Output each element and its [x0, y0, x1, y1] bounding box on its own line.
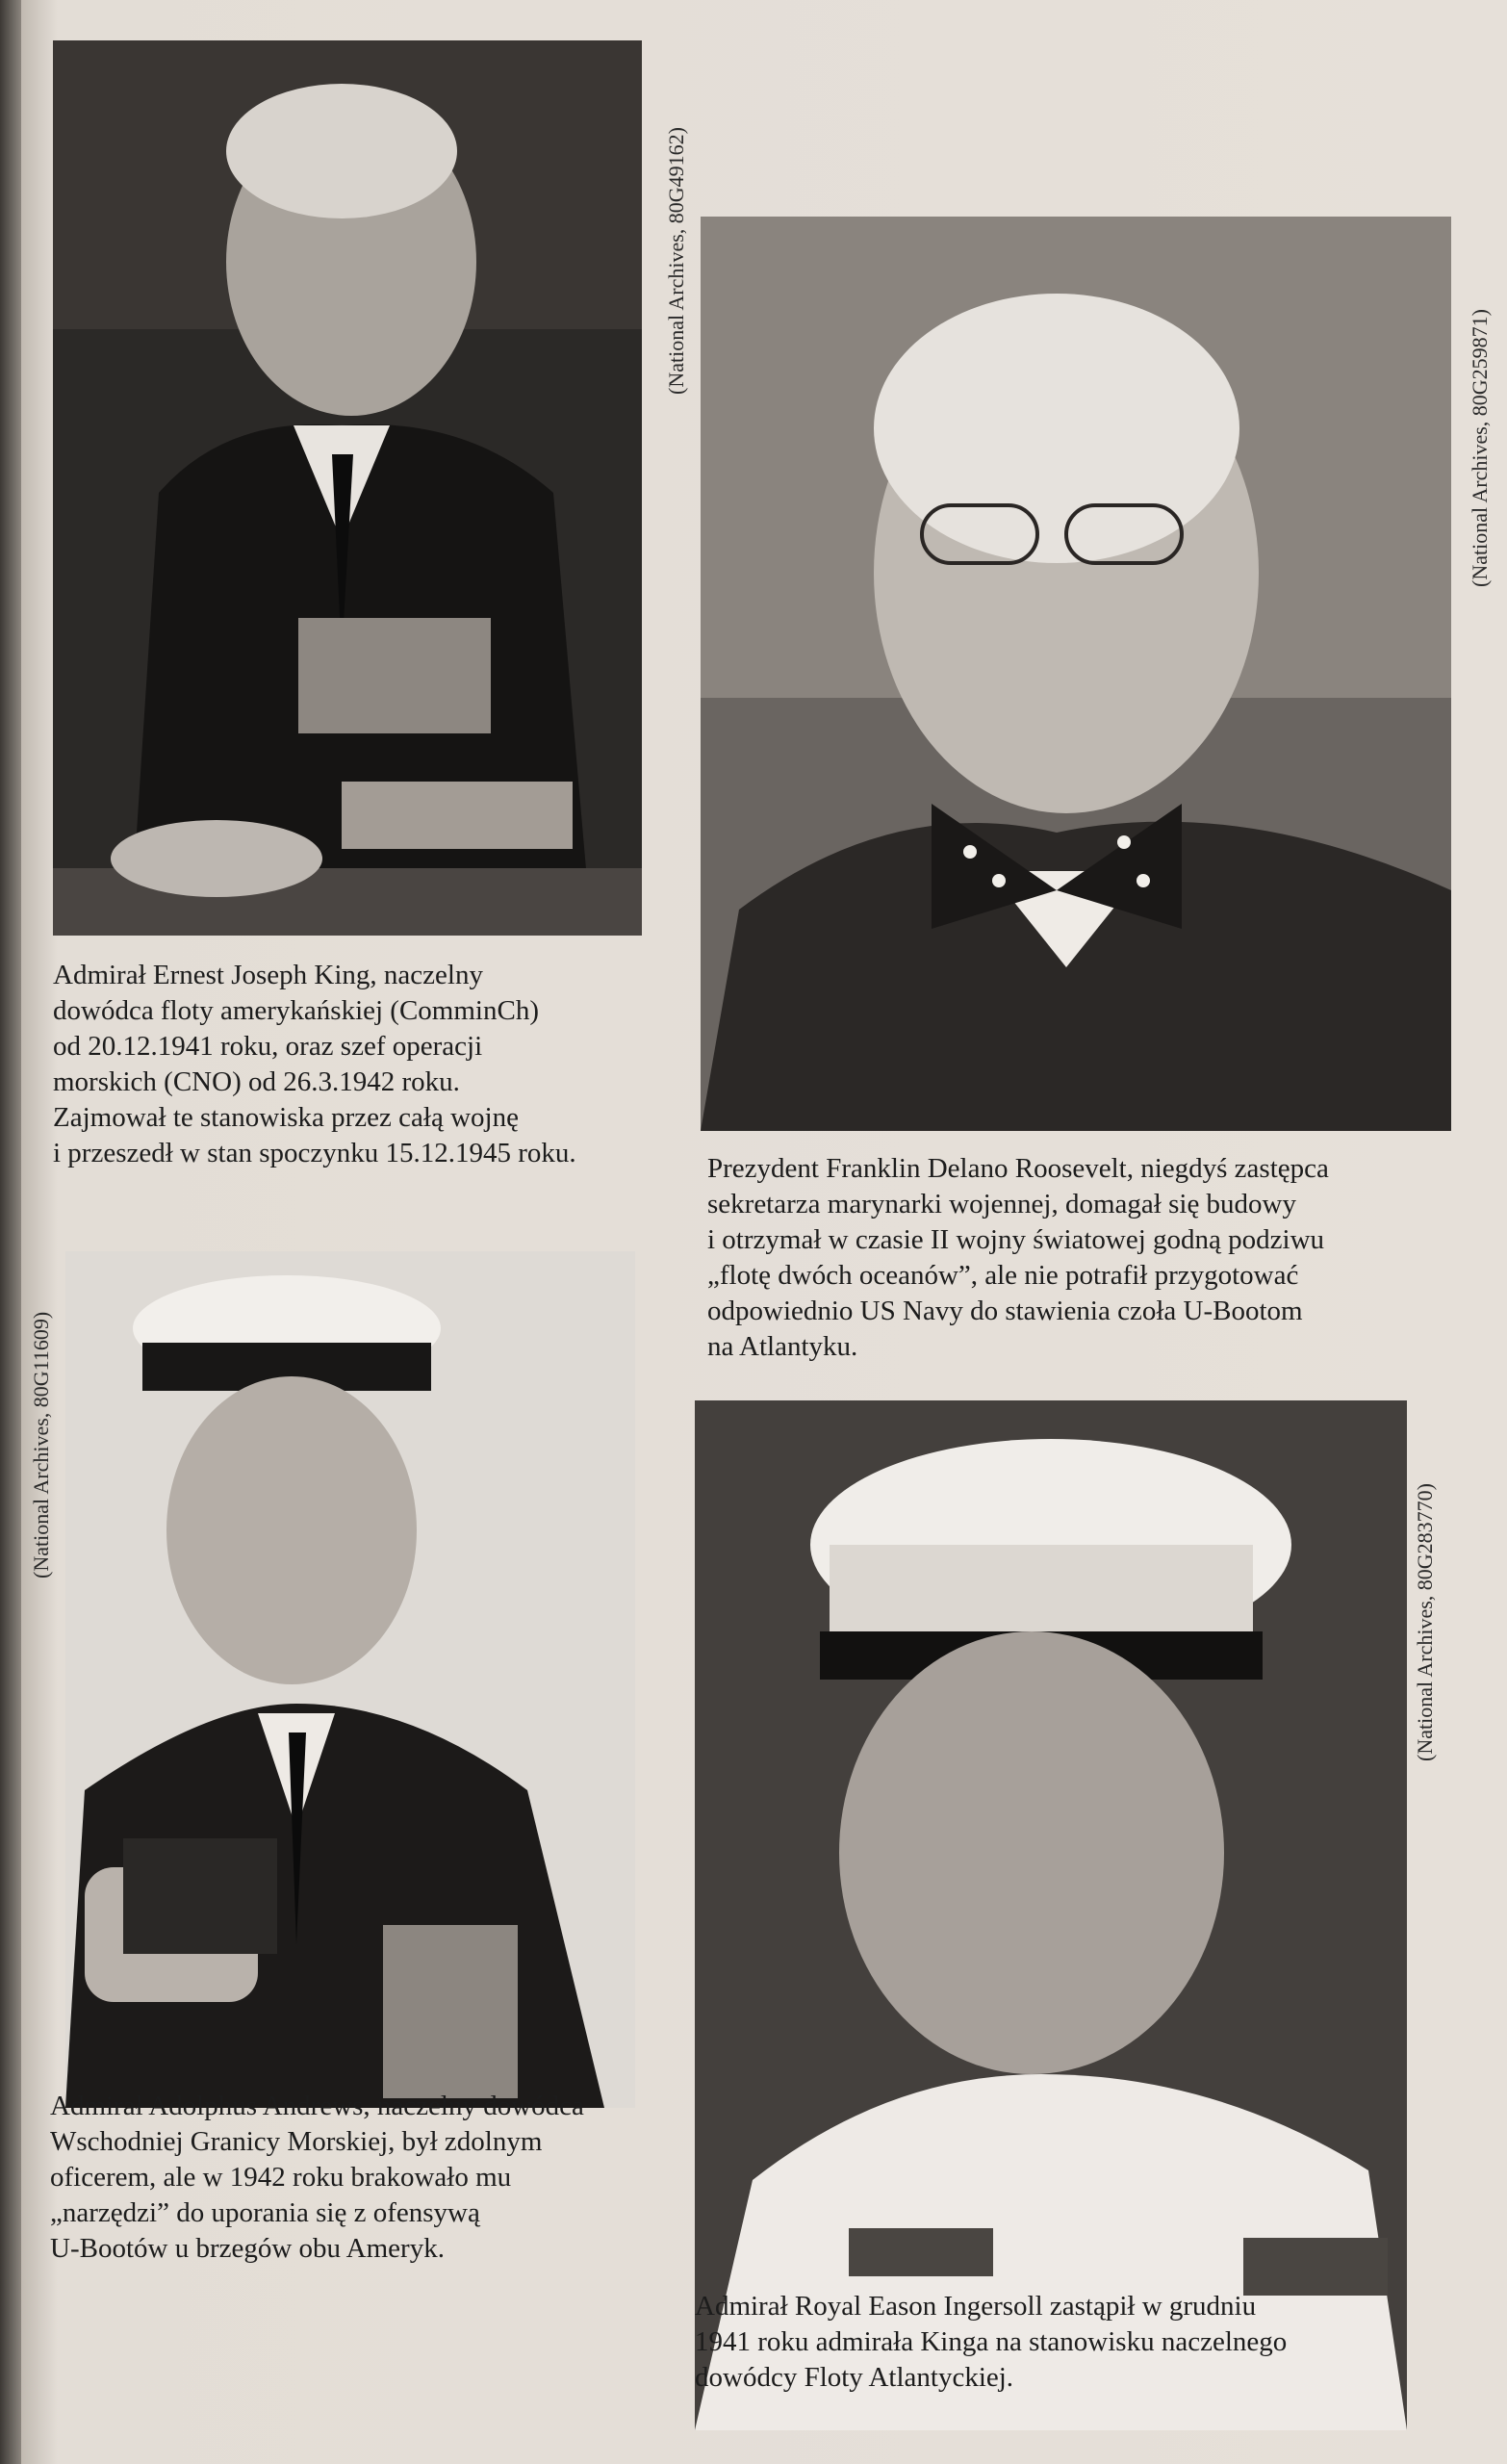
- caption-line: dowódca floty amerykańskiej (ComminCh): [53, 995, 539, 1026]
- credit-king: (National Archives, 80G49162): [664, 127, 688, 395]
- photo-admiral-ingersoll: [695, 1400, 1407, 2430]
- caption-line: „flotę dwóch oceanów”, ale nie potrafił przygotować: [707, 1260, 1299, 1291]
- caption-line: Admirał Ernest Joseph King, naczelny: [53, 960, 483, 990]
- caption-line: 1941 roku admirała Kinga na stanowisku naczelnego: [695, 2326, 1288, 2357]
- caption-line: Prezydent Franklin Delano Roosevelt, niegdyś zastępca: [707, 1153, 1329, 1184]
- caption-line: na Atlantyku.: [707, 1331, 858, 1362]
- credit-ingersoll: (National Archives, 80G283770): [1413, 1483, 1437, 1761]
- caption-line: odpowiednio US Navy do stawienia czoła U-Bootom: [707, 1296, 1303, 1326]
- caption-line: dowódcy Floty Atlantyckiej.: [695, 2362, 1014, 2393]
- photo-roosevelt: [701, 217, 1451, 1131]
- caption-line: sekretarza marynarki wojennej, domagał się budowy: [707, 1189, 1297, 1219]
- caption-roosevelt: [707, 1151, 1477, 1365]
- caption-line: Admirał Adolphus Andrews, naczelny dowódca: [50, 2091, 584, 2121]
- caption-line: i otrzymał w czasie II wojny światowej godną podziwu: [707, 1224, 1325, 1255]
- caption-ingersoll-text: [695, 2289, 1465, 2396]
- caption-line: Wschodniej Granicy Morskiej, był zdolnym: [50, 2126, 543, 2157]
- caption-line: „narzędzi” do uporania się z ofensywą: [50, 2197, 480, 2228]
- facing-page-edge: [0, 0, 21, 2464]
- caption-line: oficerem, ale w 1942 roku brakowało mu: [50, 2162, 512, 2193]
- caption-line: i przeszedł w stan spoczynku 15.12.1945 roku.: [53, 1138, 576, 1168]
- caption-king: [53, 958, 650, 1171]
- photo-admiral-king: [53, 40, 642, 936]
- caption-line: Zajmował te stanowiska przez całą wojnę: [53, 1102, 519, 1133]
- credit-andrews: (National Archives, 80G11609): [29, 1311, 53, 1578]
- caption-line: od 20.12.1941 roku, oraz szef operacji: [53, 1031, 483, 1062]
- caption-line: Admirał Royal Eason Ingersoll zastąpił w grudniu: [695, 2291, 1257, 2322]
- caption-line: U-Bootów u brzegów obu Ameryk.: [50, 2233, 445, 2264]
- credit-roosevelt: (National Archives, 80G259871): [1468, 309, 1492, 587]
- photo-admiral-andrews: [65, 1251, 635, 2108]
- caption-line: morskich (CNO) od 26.3.1942 roku.: [53, 1066, 460, 1097]
- caption-andrews: [50, 2089, 647, 2267]
